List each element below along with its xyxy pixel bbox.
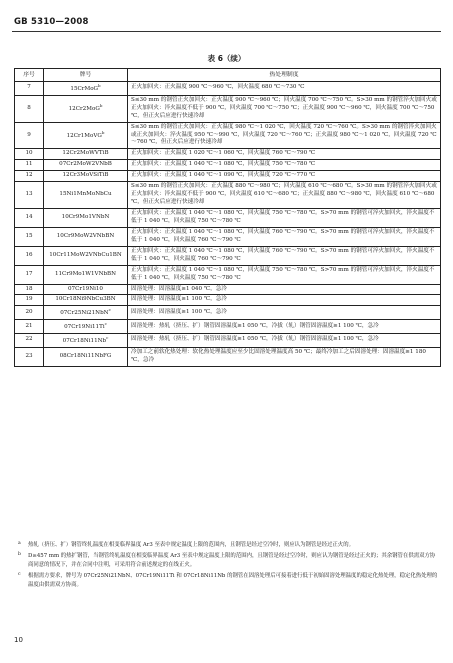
steel-grade (44, 160, 128, 171)
heat-treatment: 正火加回火：正火温度 1 040 ℃～1 080 ℃，回火温度 750 ℃～780 ℃。S>70 mm 的钢管可淬火加回火，淬火温度不低于 1 040 ℃，回火温度 750 ℃～780 ℃ (128, 209, 441, 228)
steel-grade (44, 306, 128, 320)
steel-grade (44, 95, 128, 122)
table-caption: 表 6（续） (207, 54, 246, 63)
heat-treatment: 固溶处理：固溶温度≥1 100 ℃，急冷 (128, 295, 441, 306)
row-number: 21 (15, 320, 44, 334)
heat-treatment: S≤30 mm 的钢管正火加回火：正火温度 900 ℃～960 ℃；回火温度 700 ℃～750 ℃。S>30 mm 的钢管淬火加回火或正火加回火：淬火温度不低于 900 ℃，回火温度 700 ℃～750 ℃；正火温度 900 ℃～960 ℃，回火温度 700 ℃～750 ℃，但正火后应进行快速冷却 (128, 95, 441, 122)
heat-treatment: 正火加回火：正火温度 1 040 ℃～1 080 ℃，回火温度 750 ℃～780 ℃。S>70 mm 的钢管可淬火加回火，淬火温度不低于 1 040 ℃，回火温度 750 ℃～780 ℃ (128, 265, 441, 284)
header-no: 序号 (15, 69, 44, 82)
footnotes (14, 541, 440, 592)
table-row (15, 295, 441, 306)
row-number: 23 (15, 347, 44, 366)
steel-grade-label: 12Cr2MoG (68, 106, 100, 113)
steel-grade-label: 12Cr1MoVG (66, 132, 102, 139)
table-row (15, 122, 441, 149)
row-number: 16 (15, 246, 44, 265)
table-row (15, 160, 441, 171)
row-number: 10 (15, 149, 44, 160)
footnote-mark: a (18, 541, 21, 546)
steel-grade (44, 284, 128, 295)
steel-grade-label: 08Cr18Ni11NbFG (59, 352, 112, 359)
row-number: 18 (15, 284, 44, 295)
steel-grade (44, 246, 128, 265)
steel-grade-label: 07Cr2MoW2VNbB (59, 161, 112, 168)
steel-grade (44, 182, 128, 209)
steel-grade (44, 122, 128, 149)
footnote-mark: c (18, 572, 21, 578)
steel-grade-label: 07Cr25Ni21NbN (60, 310, 109, 317)
steel-grade (44, 209, 128, 228)
steel-grade-label: 15Ni1MnMoNbCu (59, 191, 112, 198)
steel-grade-label: 15CrMoG (70, 85, 99, 92)
steel-grade-label: 12Cr3MoVSiTiB (62, 172, 109, 179)
steel-grade (44, 295, 128, 306)
steel-grade-label: 07Cr19Ni11Ti (64, 324, 105, 331)
row-number: 9 (15, 122, 44, 149)
steel-grade (44, 149, 128, 160)
table-row (15, 149, 441, 160)
table-row (15, 265, 441, 284)
steel-grade-label: 07Cr19Ni10 (68, 285, 103, 292)
header-grade: 牌号 (44, 69, 128, 82)
footnote-text: D≥457 mm 的热扩钢管，当钢管终轧温度在相变临界温度 Ar3 至表中规定温度上限的范围内，且钢管是经过空冷时，则应认为钢管是经过正火的；其余钢管在供需双方协商同意的情况下，并在合同中注明，可采用符合前述规定的在线正火。 (28, 553, 436, 568)
steel-grade-label: 11Cr9Mo1W1VNbBN (54, 270, 117, 277)
table-row (15, 82, 441, 96)
table-row (15, 246, 441, 265)
heat-treatment: 正火加回火：正火温度 1 040 ℃～1 080 ℃，回火温度 760 ℃～790 ℃。S>70 mm 的钢管可淬火加回火，淬火温度不低于 1 040 ℃，回火温度 760 ℃～790 ℃ (128, 246, 441, 265)
heat-treatment: 固溶处理：固溶温度≥1 100 ℃，急冷 (128, 306, 441, 320)
footnote-marker: b (98, 83, 101, 88)
steel-grade (44, 347, 128, 366)
standard-code: GB 5310—2008 (14, 17, 89, 27)
heat-treatment: 固溶处理：热轧（挤压、扩）钢管固溶温度≥1 050 ℃，冷拔（轧）钢管固溶温度≥1 100 ℃，急冷 (128, 320, 441, 334)
steel-grade (44, 320, 128, 334)
footnote-marker: c (104, 321, 107, 327)
table-row (15, 334, 441, 348)
row-number: 22 (15, 334, 44, 348)
steel-grade (44, 82, 128, 96)
row-number: 13 (15, 182, 44, 209)
header-treatment: 热处理制度 (128, 69, 441, 82)
table-row (15, 306, 441, 320)
steel-grade (44, 265, 128, 284)
steel-grade-label: 12Cr2MoWVTiB (62, 150, 109, 157)
heat-treatment-table (14, 68, 441, 367)
heat-treatment: 正火加回火：正火温度 1 040 ℃～1 080 ℃，回火温度 760 ℃～790 ℃。S>70 mm 的钢管可淬火加回火，淬火温度不低于 1 040 ℃，回火温度 760 ℃～790 ℃ (128, 227, 441, 246)
table-row (15, 347, 441, 366)
header-rule (12, 31, 441, 32)
footnote-marker: b (101, 130, 105, 136)
row-number: 12 (15, 171, 44, 182)
footnote-text: 热轧（挤压、扩）钢管终轧温度在相变临界温度 Ar3 至表中规定温度上限的范围内，且钢管是经过空冷时，则应认为钢管是经过正火的。 (28, 542, 354, 548)
steel-grade (44, 227, 128, 246)
table-row (15, 171, 441, 182)
heat-treatment: 固溶处理：固溶温度≥1 040 ℃，急冷 (128, 284, 441, 295)
table-row (15, 209, 441, 228)
row-number: 7 (15, 82, 44, 96)
steel-grade-label: 10Cr18Ni9NbCu3BN (55, 296, 116, 303)
row-number: 11 (15, 160, 44, 171)
heat-treatment: 正火加回火：正火温度 1 040 ℃～1 080 ℃，回火温度 750 ℃～780 ℃ (128, 160, 441, 171)
steel-grade (44, 171, 128, 182)
table-row (15, 227, 441, 246)
row-number: 19 (15, 295, 44, 306)
footnote-mark: b (18, 552, 21, 558)
footnote-marker: b (99, 103, 103, 109)
table-row (15, 320, 441, 334)
heat-treatment: 正火加回火：正火温度 1 020 ℃～1 060 ℃，回火温度 760 ℃～790 ℃ (128, 149, 441, 160)
steel-grade-label: 07Cr18Ni11Nb (62, 337, 107, 344)
footnote-marker: c (106, 335, 109, 341)
footnote (14, 541, 440, 549)
table-row (15, 182, 441, 209)
footnote-text: 根据需方要求，牌号为 07Cr25Ni21NbN、07Cr19Ni11Ti 和 07Cr18Ni11Nb 的钢管在固溶处理后可接着进行低于初始固溶处理温度的稳定化热处理，稳定化热处理的温度由供需双方协商。 (28, 573, 438, 588)
steel-grade-label: 10Cr11MoW2VNbCu1BN (49, 251, 122, 258)
heat-treatment: 固溶处理：热轧（挤压、扩）钢管固溶温度≥1 050 ℃，冷拔（轧）钢管固溶温度≥1 100 ℃，急冷 (128, 334, 441, 348)
page-number: 10 (14, 636, 23, 644)
steel-grade-label: 10Cr9MoW2VNbBN (56, 232, 115, 239)
row-number: 8 (15, 95, 44, 122)
row-number: 15 (15, 227, 44, 246)
heat-treatment: S≤30 mm 的钢管正火加回火：正火温度 880 ℃～980 ℃；回火温度 610 ℃～680 ℃。S>30 mm 的钢管淬火加回火或正火加回火：淬火温度不低于 900 ℃，回火温度 610 ℃～680 ℃；正火温度 880 ℃～980 ℃，回火温度 610 ℃～680 ℃，但正火后应进行快速冷却 (128, 182, 441, 209)
heat-treatment: 正火加回火：正火温度 900 ℃～960 ℃，回火温度 680 ℃～730 ℃ (128, 82, 441, 96)
table-row (15, 95, 441, 122)
table-row (15, 284, 441, 295)
row-number: 20 (15, 306, 44, 320)
footnote (14, 572, 440, 589)
table-header-row (15, 69, 441, 82)
steel-grade-label: 10Cr9Mo1VNbN (61, 214, 110, 221)
steel-grade (44, 334, 128, 348)
row-number: 14 (15, 209, 44, 228)
heat-treatment: S≤30 mm 的钢管正火加回火：正火温度 980 ℃～1 020 ℃，回火温度 720 ℃～760 ℃。S>30 mm 的钢管淬火加回火或正火加回火：淬火温度 950 ℃～990 ℃，回火温度 720 ℃～760 ℃；正火温度 980 ℃～1 020 ℃，回火温度 720 ℃～760 ℃，但正火后应进行快速冷却 (128, 122, 441, 149)
heat-treatment: 正火加回火：正火温度 1 040 ℃～1 090 ℃，回火温度 720 ℃～770 ℃ (128, 171, 441, 182)
footnote-marker: c (108, 307, 111, 313)
heat-treatment: 冷加工之前软化热处理：软化热处理温度应至少比固溶处理温度高 50 ℃；最终冷加工之后固溶处理：固溶温度≥1 180 ℃，急冷 (128, 347, 441, 366)
footnote (14, 552, 440, 569)
row-number: 17 (15, 265, 44, 284)
